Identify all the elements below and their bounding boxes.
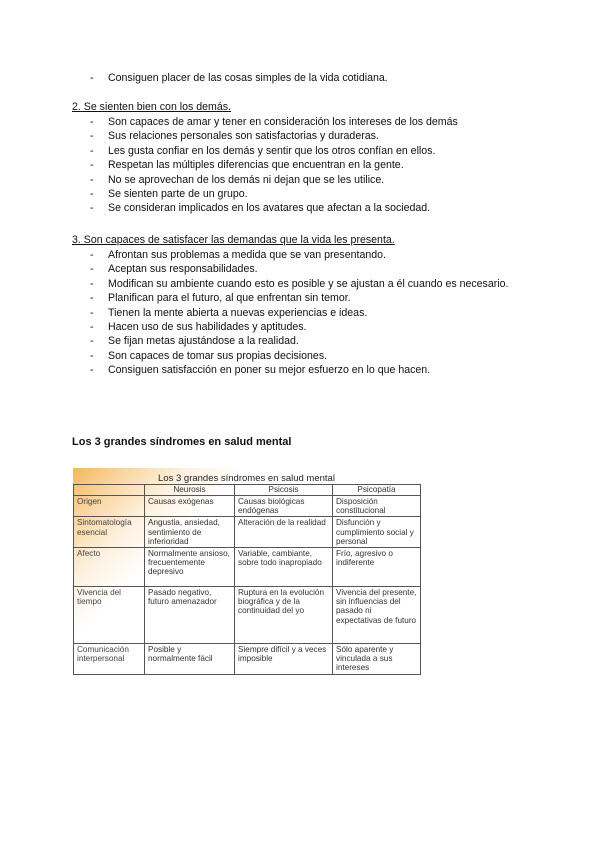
row-header-cell: Sintomatología esencial: [74, 517, 145, 548]
table-cell: Variable, cambiante, sobre todo inapropiado: [235, 548, 333, 587]
table-cell: Disposición constitucional: [333, 496, 421, 517]
table-cell: Normalmente ansioso, frecuentemente depresivo: [145, 548, 235, 587]
table-cell: Posible y normalmente fácil: [145, 644, 235, 675]
section-3-heading: 3. Son capaces de satisfacer las demandas que la vida les presenta.: [72, 234, 395, 246]
list-item: - Respetan las múltiples diferencias que encuentran en la gente.: [90, 158, 530, 172]
list-item: - Son capaces de amar y tener en consideración los intereses de los demás: [90, 115, 530, 129]
table-header-cell: [74, 485, 145, 496]
table-cell: Vivencia del presente, sin influencias del pasado ni expectativas de futuro: [333, 587, 421, 644]
list-item: - Les gusta confiar en los demás y sentir que los otros confían en ellos.: [90, 144, 530, 158]
table-cell: Causas exógenas: [145, 496, 235, 517]
table-header-cell: Neurosis: [145, 485, 235, 496]
list-item: - Hacen uso de sus habilidades y aptitudes.: [90, 320, 527, 334]
table-cell: Alteración de la realidad: [235, 517, 333, 548]
table-cell: Pasado negativo, futuro amenazador: [145, 587, 235, 644]
table-row: [74, 587, 421, 644]
row-header-cell: Vivencia del tiempo: [74, 587, 145, 644]
table-cell: Sólo aparente y vinculada a sus intereses: [333, 644, 421, 675]
table-cell: Siempre difícil y a veces imposible: [235, 644, 333, 675]
list-item: - Se fijan metas ajustándose a la realidad.: [90, 334, 527, 348]
list-item: - No se aprovechan de los demás ni dejan que se les utilice.: [90, 173, 530, 187]
table-header-row: [74, 485, 421, 496]
table-cell: Ruptura en la evolución biográfica y de la continuidad del yo: [235, 587, 333, 644]
row-header-cell: Origen: [74, 496, 145, 517]
list-item: - Afrontan sus problemas a medida que se van presentando.: [90, 248, 527, 262]
table-header-cell: Psicosis: [235, 485, 333, 496]
list-item: - Se sienten parte de un grupo.: [90, 187, 530, 201]
intro-bullet-list: [90, 71, 530, 85]
table-row: [74, 548, 421, 587]
list-item: - Se consideran implicados en los avatares que afectan a la sociedad.: [90, 201, 530, 215]
table-row: [74, 644, 421, 675]
list-item: - Sus relaciones personales son satisfactorias y duraderas.: [90, 129, 530, 143]
table-cell: Angustia, ansiedad, sentimiento de inferioridad: [145, 517, 235, 548]
section-3-bullet-list: [90, 248, 527, 378]
row-header-cell: Afecto: [74, 548, 145, 587]
list-item: - Consiguen satisfacción en poner su mejor esfuerzo en lo que hacen.: [90, 363, 527, 377]
list-item: - Aceptan sus responsabilidades.: [90, 262, 527, 276]
list-item: - Modifican su ambiente cuando esto es posible y se ajustan a él cuando es necesario.: [90, 277, 527, 291]
table-cell: Causas biológicas endógenas: [235, 496, 333, 517]
row-header-cell: Comunicación interpersonal: [74, 644, 145, 675]
section-2-heading: 2. Se sienten bien con los demás.: [72, 101, 232, 113]
section-2-bullet-list: [90, 115, 530, 216]
table-section-title: Los 3 grandes síndromes en salud mental: [72, 436, 292, 448]
syndromes-table: [73, 484, 421, 675]
table-row: [74, 496, 421, 517]
figure-caption: Los 3 grandes síndromes en salud mental: [158, 473, 335, 484]
list-item: - Son capaces de tomar sus propias decisiones.: [90, 349, 527, 363]
list-item: - Consiguen placer de las cosas simples de la vida cotidiana.: [90, 71, 530, 85]
table-header-cell: Psicopatía: [333, 485, 421, 496]
table-row: [74, 517, 421, 548]
list-item: - Planifican para el futuro, al que enfrentan sin temor.: [90, 291, 527, 305]
list-item: - Tienen la mente abierta a nuevas experiencias e ideas.: [90, 306, 527, 320]
table-cell: Frío, agresivo o indiferente: [333, 548, 421, 587]
syndromes-table-figure: [73, 468, 420, 694]
table-cell: Disfunción y cumplimiento social y personal: [333, 517, 421, 548]
